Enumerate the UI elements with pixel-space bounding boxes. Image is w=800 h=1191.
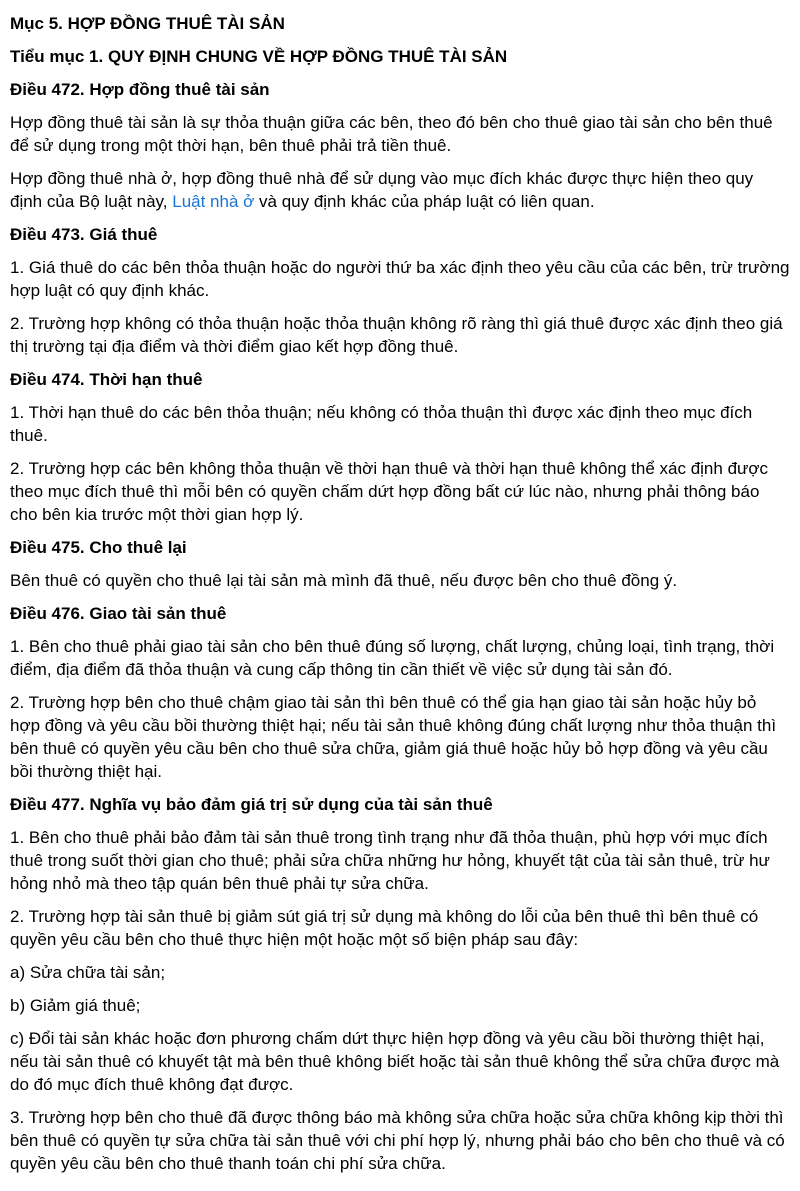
paragraph: 3. Trường hợp bên cho thuê đã được thông báo mà không sửa chữa hoặc sửa chữa không kịp thời thì bên thuê có quyền tự sửa chữa tài sản thuê với chi phí hợp lý, nhưng phải báo cho bên cho thuê và có quyền yêu cầu bên cho thuê thanh toán chi phí sửa chữa. <box>10 1108 785 1173</box>
article-heading-476: Điều 476. Giao tài sản thuê <box>10 604 227 623</box>
list-item-c: c) Đổi tài sản khác hoặc đơn phương chấm dứt thực hiện hợp đồng và yêu cầu bồi thường thiệt hại, nếu tài sản thuê có khuyết tật mà bên thuê không biết hoặc tài sản thuê không thể sửa chữa được mà do đó mục đích thuê không đạt được. <box>10 1029 780 1094</box>
paragraph: 2. Trường hợp các bên không thỏa thuận về thời hạn thuê và thời hạn thuê không thể xác định được theo mục đích thuê thì mỗi bên có quyền chấm dứt hợp đồng bất cứ lúc nào, nhưng phải thông báo cho bên kia trước một thời gian hợp lý. <box>10 459 769 524</box>
paragraph: 2. Trường hợp bên cho thuê chậm giao tài sản thì bên thuê có thể gia hạn giao tài sản hoặc hủy bỏ hợp đồng và yêu cầu bồi thường thiệt hại; nếu tài sản thuê không đúng chất lượng như thỏa thuận thì bên thuê có quyền yêu cầu bên cho thuê sửa chữa, giảm giá thuê hoặc hủy bỏ hợp đồng và yêu cầu bồi thường thiệt hại. <box>10 693 777 781</box>
paragraph: 1. Thời hạn thuê do các bên thỏa thuận; nếu không có thỏa thuận thì được xác định theo mục đích thuê. <box>10 403 753 445</box>
section-heading-muc-5: Mục 5. HỢP ĐỒNG THUÊ TÀI SẢN <box>10 14 285 33</box>
article-heading-473: Điều 473. Giá thuê <box>10 225 158 244</box>
paragraph: Bên thuê có quyền cho thuê lại tài sản mà mình đã thuê, nếu được bên cho thuê đồng ý. <box>10 571 678 590</box>
paragraph: Hợp đồng thuê tài sản là sự thỏa thuận giữa các bên, theo đó bên cho thuê giao tài sản cho bên thuê để sử dụng trong một thời hạn, bên thuê phải trả tiền thuê. <box>10 113 773 155</box>
paragraph: 1. Bên cho thuê phải giao tài sản cho bên thuê đúng số lượng, chất lượng, chủng loại, tình trạng, thời điểm, địa điểm đã thỏa thuận và cung cấp thông tin cần thiết về việc sử dụng tài sản đó. <box>10 637 775 679</box>
paragraph: 1. Giá thuê do các bên thỏa thuận hoặc do người thứ ba xác định theo yêu cầu của các bên, trừ trường hợp luật có quy định khác. <box>10 258 790 300</box>
list-item-b: b) Giảm giá thuê; <box>10 996 141 1015</box>
luat-nha-o-link[interactable]: Luật nhà ở <box>172 192 255 211</box>
paragraph: 2. Trường hợp không có thỏa thuận hoặc thỏa thuận không rõ ràng thì giá thuê được xác định theo giá thị trường tại địa điểm và thời điểm giao kết hợp đồng thuê. <box>10 314 783 356</box>
article-heading-477: Điều 477. Nghĩa vụ bảo đảm giá trị sử dụng của tài sản thuê <box>10 795 493 814</box>
subsection-heading-tieu-muc-1: Tiểu mục 1. QUY ĐỊNH CHUNG VỀ HỢP ĐỒNG THUÊ TÀI SẢN <box>10 47 508 66</box>
list-item-a: a) Sửa chữa tài sản; <box>10 963 166 982</box>
paragraph: 1. Bên cho thuê phải bảo đảm tài sản thuê trong tình trạng như đã thỏa thuận, phù hợp với mục đích thuê trong suốt thời gian cho thuê; phải sửa chữa những hư hỏng, khuyết tật của tài sản thuê, trừ hư hỏng nhỏ mà theo tập quán bên thuê phải tự sửa chữa. <box>10 828 770 893</box>
article-heading-474: Điều 474. Thời hạn thuê <box>10 370 203 389</box>
article-heading-472: Điều 472. Hợp đồng thuê tài sản <box>10 80 270 99</box>
paragraph-text: và quy định khác của pháp luật có liên quan. <box>254 192 595 211</box>
paragraph <box>10 167 790 213</box>
article-heading-475: Điều 475. Cho thuê lại <box>10 538 187 557</box>
paragraph: 2. Trường hợp tài sản thuê bị giảm sút giá trị sử dụng mà không do lỗi của bên thuê thì bên thuê có quyền yêu cầu bên cho thuê thực hiện một hoặc một số biện pháp sau đây: <box>10 907 759 949</box>
paragraph-text: Hợp đồng thuê nhà ở, hợp đồng thuê nhà để sử dụng vào mục đích khác được thực hiện theo quy định của Bộ luật này, <box>10 169 754 211</box>
